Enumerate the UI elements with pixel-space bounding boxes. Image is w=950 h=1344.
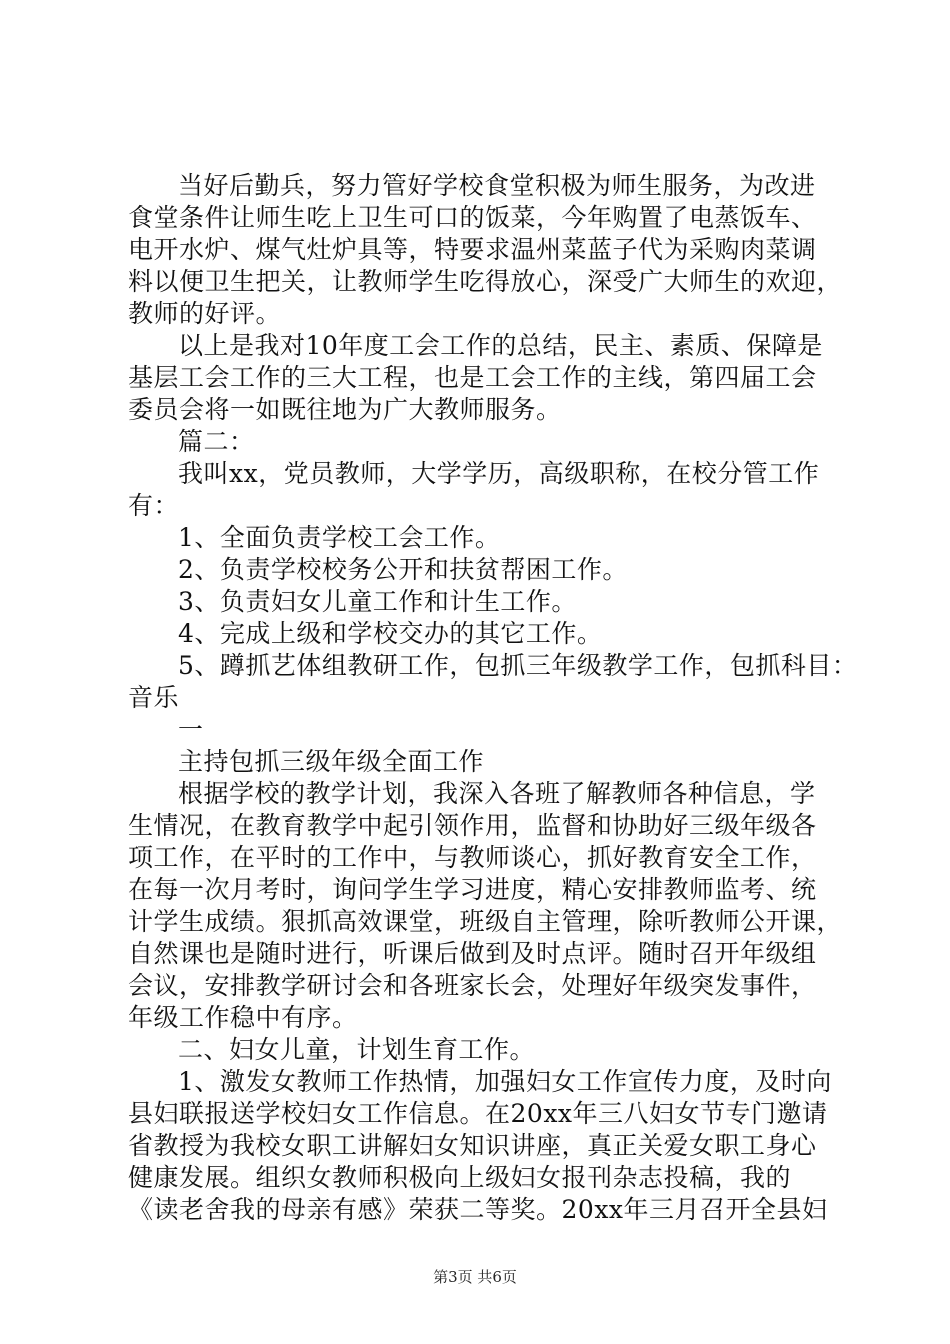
text-line: 项工作，在平时的工作中，与教师谈心，抓好教育安全工作， [128, 843, 817, 872]
text-line: 在每一次月考时，询问学生学习进度，精心安排教师监考、统 [128, 875, 817, 904]
text-line: 生情况，在教育教学中起引领作用，监督和协助好三级年级各 [128, 811, 817, 840]
document-body [128, 170, 858, 1226]
text-line: 省教授为我校女职工讲解妇女知识讲座，真正关爱女职工身心 [128, 1131, 817, 1160]
text-line: 4、完成上级和学校交办的其它工作。 [178, 619, 603, 648]
page-footer: 第3页 共6页 [433, 1268, 517, 1286]
text-line: 音乐 [128, 683, 180, 712]
text-line: 电开水炉、煤气灶炉具等，特要求温州菜蓝子代为采购肉菜调 [128, 235, 817, 264]
text-line: 1、激发女教师工作热情，加强妇女工作宣传力度，及时向 [178, 1067, 832, 1096]
text-line: 教师的好评。 [128, 299, 282, 328]
text-line: 5、蹲抓艺体组教研工作，包抓三年级教学工作，包抓科目： [178, 651, 858, 680]
text-line: 3、负责妇女儿童工作和计生工作。 [178, 587, 577, 616]
text-line: 我叫xx，党员教师，大学学历，高级职称，在校分管工作 [178, 459, 820, 488]
text-line: 委员会将一如既往地为广大教师服务。 [128, 395, 562, 424]
text-line: 自然课也是随时进行，听课后做到及时点评。随时召开年级组 [128, 939, 817, 968]
text-line: 食堂条件让师生吃上卫生可口的饭菜，今年购置了电蒸饭车、 [128, 203, 817, 232]
text-line: 料以便卫生把关，让教师学生吃得放心，深受广大师生的欢迎， [128, 267, 843, 296]
text-line: 主持包抓三级年级全面工作 [178, 747, 485, 776]
text-line: 年级工作稳中有序。 [128, 1003, 358, 1032]
text-line: 2、负责学校校务公开和扶贫帮困工作。 [178, 555, 628, 584]
text-line: 健康发展。组织女教师积极向上级妇女报刊杂志投稿，我的 [128, 1163, 792, 1192]
text-line: 当好后勤兵，努力管好学校食堂积极为师生服务，为改进 [178, 171, 816, 200]
text-line: 有： [128, 491, 180, 520]
text-line: 《读老舍我的母亲有感》荣获二等奖。20xx年三月召开全县妇 [128, 1195, 828, 1224]
text-line: 1、全面负责学校工会工作。 [178, 523, 501, 552]
text-line: 以上是我对10年度工会工作的总结，民主、素质、保障是 [178, 331, 823, 360]
text-line: 一 [178, 715, 204, 744]
text-line: 县妇联报送学校妇女工作信息。在20xx年三八妇女节专门邀请 [128, 1099, 828, 1128]
text-line: 计学生成绩。狠抓高效课堂，班级自主管理，除听教师公开课， [128, 907, 843, 936]
text-line: 二、妇女儿童，计划生育工作。 [178, 1035, 536, 1064]
text-line: 基层工会工作的三大工程，也是工会工作的主线，第四届工会 [128, 363, 817, 392]
text-line: 篇二： [178, 427, 255, 456]
text-line: 根据学校的教学计划，我深入各班了解教师各种信息，学 [178, 779, 816, 808]
text-line: 会议，安排教学研讨会和各班家长会，处理好年级突发事件， [128, 971, 817, 1000]
